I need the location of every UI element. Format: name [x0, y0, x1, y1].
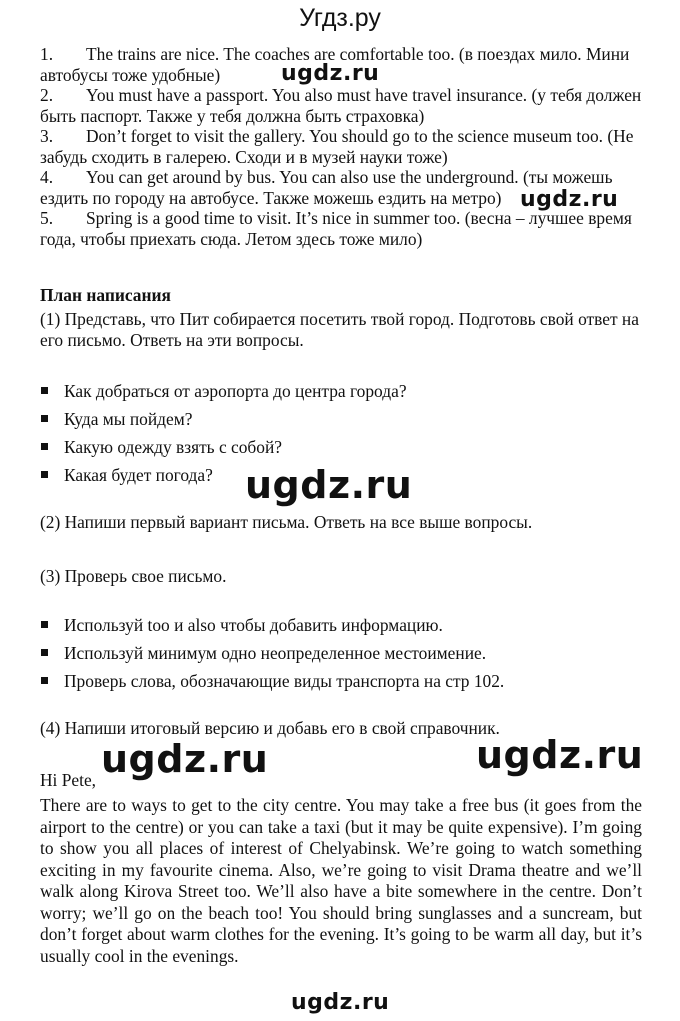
plan-step-4: (4) Напиши итоговый версию и добавь его в свой справочник.	[40, 718, 500, 738]
answer-number: 2.	[40, 85, 54, 105]
site-title: Угдз.ру	[299, 4, 381, 32]
watermark: ugdz.ru	[476, 733, 644, 777]
watermark: ugdz.ru	[520, 187, 619, 212]
check-item: Используй too и also чтобы добавить информацию.	[40, 614, 504, 642]
question-item: Как добраться от аэропорта до центра города?	[40, 380, 407, 408]
plan-step-3: (3) Проверь свое письмо.	[40, 566, 227, 586]
answer-item	[40, 208, 642, 249]
answer-text: You must have a passport. You also must have travel insurance. (у тебя должен быть паспорт. Также у тебя должна быть страховка)	[40, 85, 642, 126]
answer-number: 1.	[40, 44, 54, 64]
answer-number: 5.	[40, 208, 54, 228]
plan-step-1: (1) Представь, что Пит собирается посетить твой город. Подготовь свой ответ на его письмо. Ответь на эти вопросы.	[40, 309, 639, 350]
answer-item	[40, 85, 642, 126]
answer-number: 3.	[40, 126, 54, 146]
watermark: ugdz.ru	[101, 737, 269, 781]
watermark: ugdz.ru	[291, 990, 390, 1015]
answer-text: Spring is a good time to visit. It’s nice in summer too. (весна – лучшее время года, чтобы приехать сюда. Летом здесь тоже мило)	[40, 208, 632, 249]
check-item: Проверь слова, обозначающие виды транспорта на стр 102.	[40, 670, 504, 698]
letter-greeting: Hi Pete,	[40, 770, 97, 790]
checklist	[40, 614, 504, 698]
question-item: Какую одежду взять с собой?	[40, 436, 407, 464]
watermark: ugdz.ru	[245, 463, 413, 507]
watermark: ugdz.ru	[281, 61, 380, 86]
question-item: Куда мы пойдем?	[40, 408, 407, 436]
answer-text: The trains are nice. The coaches are comfortable too. (в поездах мило. Мини автобусы тоже удобные)	[40, 44, 630, 85]
plan-step-2: (2) Напиши первый вариант письма. Ответь на все выше вопросы.	[40, 512, 533, 532]
check-item: Используй минимум одно неопределенное местоимение.	[40, 642, 504, 670]
question-item: Какая будет погода?	[40, 464, 407, 492]
answer-text: Don’t forget to visit the gallery. You should go to the science museum too. (Не забудь сходить в галерею. Сходи и в музей науки тоже)	[40, 126, 634, 167]
answer-number: 4.	[40, 167, 54, 187]
plan-heading: План написания	[40, 285, 171, 305]
answer-item	[40, 126, 642, 167]
answer-text: You can get around by bus. You can also use the underground. (ты можешь ездить по городу на автобусе. Также можешь ездить на метро)	[40, 167, 613, 208]
letter-body: There are to ways to get to the city centre. You may take a free bus (it goes from the airport to the centre) or you can take a taxi (but it may be quite expensive). I’m going to show you all places of interest of Chelyabinsk. We’re going to watch something exciting in my favourite cinema. Also, we’re going to visit Drama theatre and we’ll walk along Kirova Street too. We’ll also have a bite somewhere in the centre. Don’t worry; we’ll go on the beach too! You should bring sunglasses and a suncream, but don’t forget about warm clothes for the evening. It’s going to be warm all day, but it’s usually cool in the evenings.	[40, 795, 642, 966]
